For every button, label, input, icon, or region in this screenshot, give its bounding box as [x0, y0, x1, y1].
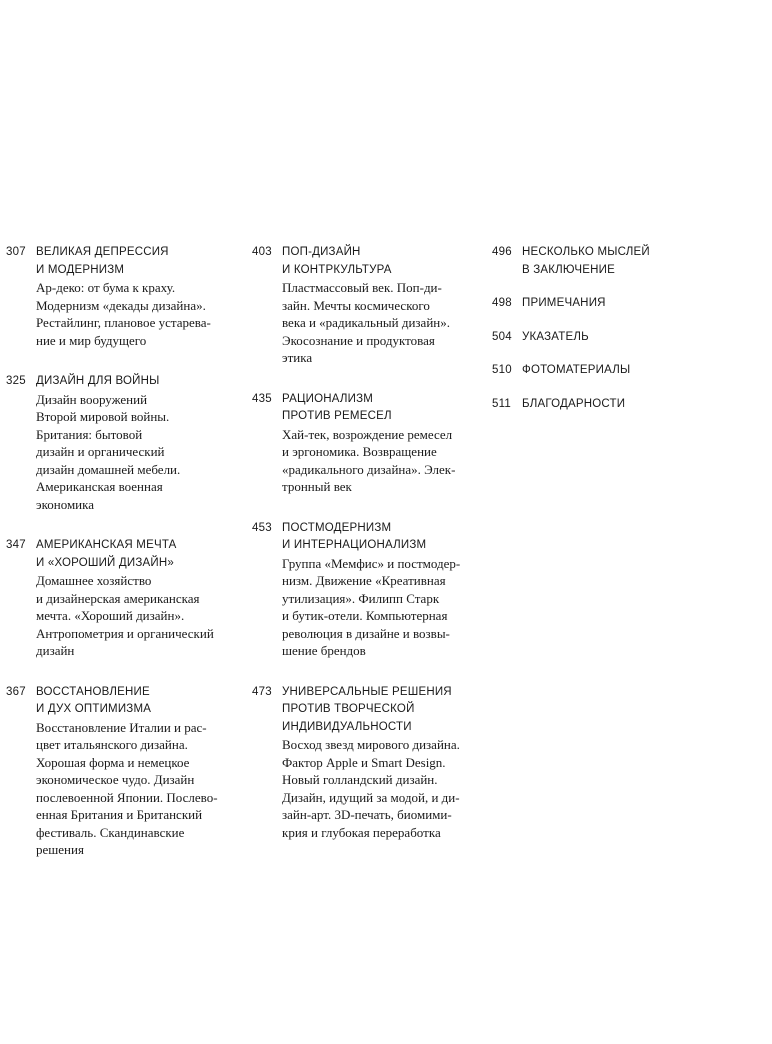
- toc-heading: УКАЗАТЕЛЬ: [522, 330, 589, 343]
- toc-page-number: 496: [492, 246, 512, 258]
- toc-entry: [252, 391, 474, 496]
- toc-description: Домашнее хозяйство и дизайнерская американская мечта. «Хороший дизайн». Антропометрия и органический дизайн: [36, 573, 214, 658]
- toc-description: Хай-тек, возрождение ремесел и эргономика. Возвращение «радикального дизайна». Элек- тронный век: [282, 426, 456, 494]
- toc-page-number: 347: [6, 539, 26, 551]
- toc-page-number: 511: [492, 397, 511, 410]
- toc-heading: НЕСКОЛЬКО МЫСЛЕЙ В ЗАКЛЮЧЕНИЕ: [522, 246, 650, 276]
- toc-heading: ПОП-ДИЗАЙН И КОНТРКУЛЬТУРА: [282, 246, 392, 276]
- toc-entry: [6, 684, 238, 859]
- toc-heading: ФОТОМАТЕРИАЛЫ: [522, 364, 631, 376]
- toc-entry: [492, 295, 762, 313]
- toc-description: Группа «Мемфис» и постмодер- низм. Движение «Креативная утилизация». Филипп Старк и бутик-отели. Компьютерная революция в дизайне и возвы- шение брендов: [282, 555, 461, 658]
- toc-column-2: [252, 244, 474, 841]
- toc-description: Восстановление Италии и рас- цвет итальянского дизайна. Хорошая форма и немецкое экономическое чудо. Дизайн послевоенной Японии. Послево- енная Британия и Британский фестиваль. Скандинавские решения: [36, 719, 218, 857]
- toc-heading: ВОССТАНОВЛЕНИЕ И ДУХ ОПТИМИЗМА: [36, 685, 152, 715]
- toc-page-number: 510: [492, 364, 512, 376]
- toc-heading: ВЕЛИКАЯ ДЕПРЕССИЯ И МОДЕРНИЗМ: [36, 246, 169, 276]
- toc-entry: [252, 684, 474, 842]
- toc-entry: [492, 396, 762, 414]
- toc-heading: ПОСТМОДЕРНИЗМ И ИНТЕРНАЦИОНАЛИЗМ: [282, 521, 427, 551]
- toc-entry: [492, 244, 762, 279]
- toc-page-number: 403: [252, 246, 272, 258]
- toc-heading: ДИЗАЙН ДЛЯ ВОЙНЫ: [36, 375, 160, 387]
- toc-entry: [492, 329, 762, 347]
- toc-heading: ПРИМЕЧАНИЯ: [522, 297, 606, 309]
- toc-page-number: 473: [252, 685, 272, 698]
- toc-page-number: 367: [6, 685, 26, 698]
- toc-heading: РАЦИОНАЛИЗМ ПРОТИВ РЕМЕСЕЛ: [282, 392, 392, 422]
- toc-column-3: [492, 244, 762, 413]
- toc-heading: УНИВЕРСАЛЬНЫЕ РЕШЕНИЯ ПРОТИВ ТВОРЧЕСКОЙ ИНДИВИДУАЛЬНОСТИ: [282, 685, 452, 733]
- toc-heading: АМЕРИКАНСКАЯ МЕЧТА И «ХОРОШИЙ ДИЗАЙН»: [36, 539, 177, 569]
- toc-description: Ар-деко: от бума к краху. Модернизм «декады дизайна». Рестайлинг, плановое устарева- ние и мир будущего: [36, 280, 211, 348]
- toc-page-number: 325: [6, 375, 26, 387]
- toc-page-number: 435: [252, 392, 272, 405]
- toc-description: Восход звезд мирового дизайна. Фактор Apple и Smart Design. Новый голландский дизайн. Дизайн, идущий за модой, и ди- зайн-арт. 3D-печать, биомими- крия и глубокая переработка: [282, 737, 460, 840]
- toc-entry: [492, 362, 762, 380]
- toc-column-1: [6, 244, 238, 859]
- toc-entry: [6, 373, 238, 513]
- toc-page-number: 453: [252, 521, 272, 534]
- toc-page-number: 307: [6, 246, 26, 258]
- toc-page-number: 498: [492, 297, 512, 309]
- toc-entry: [252, 244, 474, 367]
- toc-description: Дизайн вооружений Второй мировой войны. Британия: бытовой дизайн и органический дизайн домашней мебели. Американская военная экономика: [36, 391, 181, 512]
- toc-heading: БЛАГОДАРНОСТИ: [522, 397, 626, 410]
- toc-entry: [252, 520, 474, 660]
- toc-entry: [6, 244, 238, 349]
- toc-description: Пластмассовый век. Поп-ди- зайн. Мечты космического века и «радикальный дизайн». Экосознание и продуктовая этика: [282, 280, 450, 365]
- toc-page-number: 504: [492, 330, 512, 343]
- toc-entry: [6, 537, 238, 660]
